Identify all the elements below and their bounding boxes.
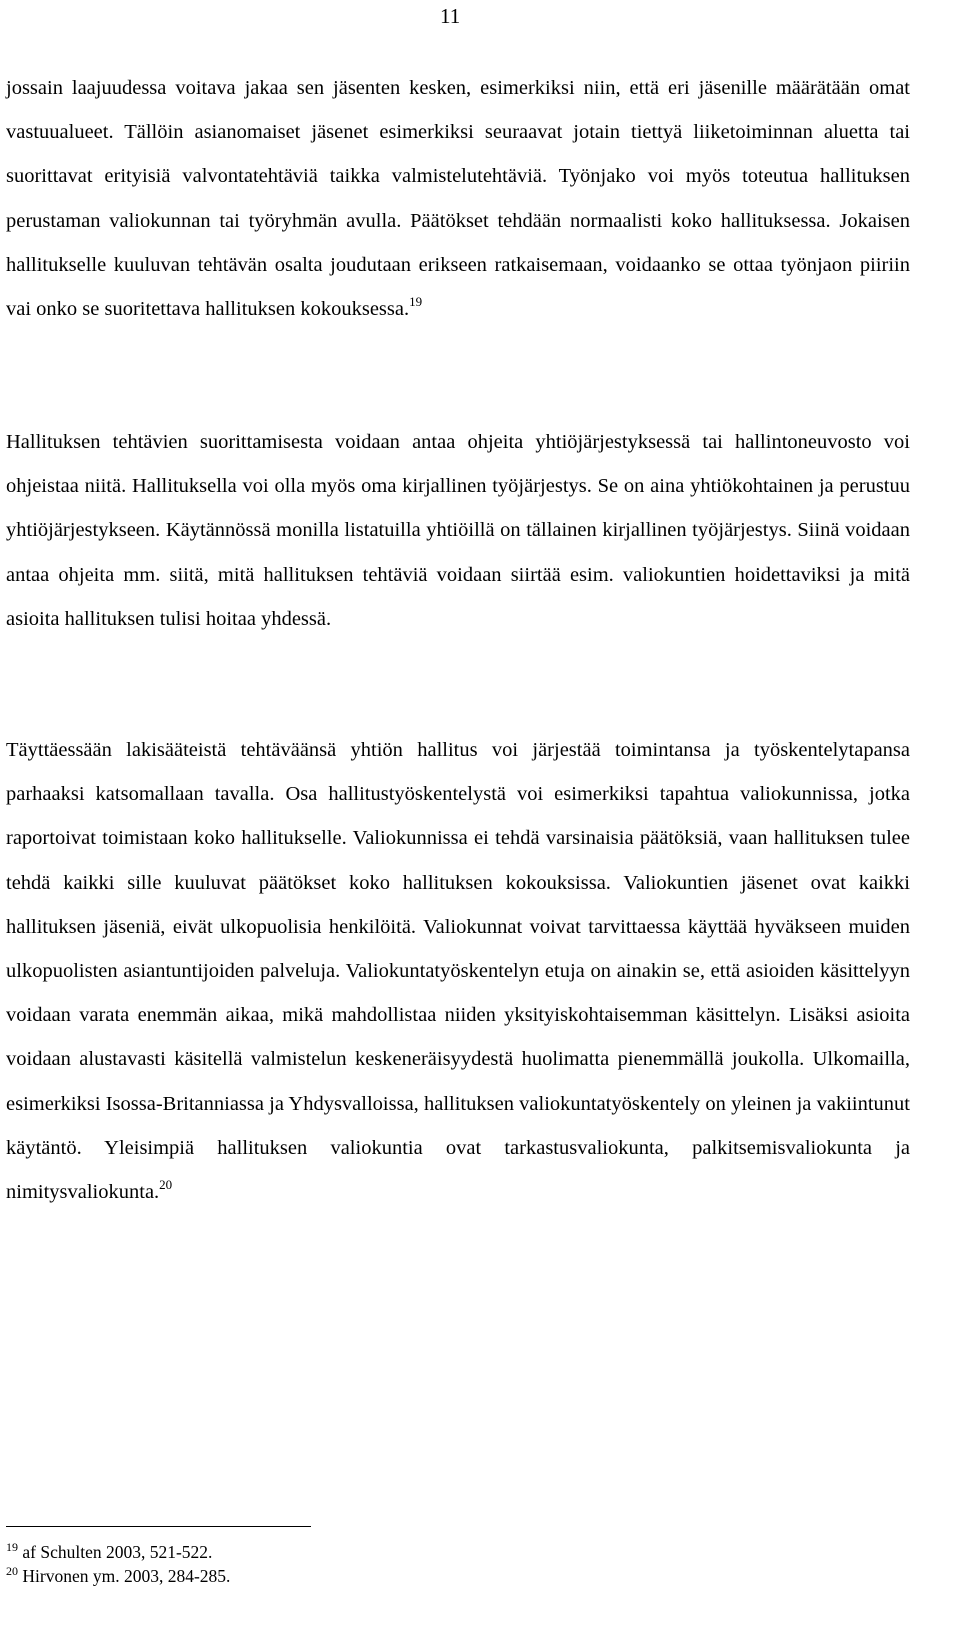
footnote-20	[6, 1564, 606, 1588]
paragraph-1-text: jossain laajuudessa voitava jakaa sen jäsenten kesken, esimerkiksi niin, että eri jäsenille määrätään omat vastuualueet. Tällöin asianomaiset jäsenet esimerkiksi seuraavat jotain tiettyä liiketoiminnan aluetta tai suorittavat erityisiä valvontatehtäviä taikka valmistelutehtäviä. Työnjako voi myös toteutua hallituksen perustaman valiokunnan tai työryhmän avulla. Päätökset tehdään normaalisti koko hallituksessa. Jokaisen hallitukselle kuuluvan tehtävän osalta joudutaan erikseen ratkaisemaan, voidaanko se ottaa työnjaon piiriin vai onko se suoritettava hallituksen kokouksessa.	[6, 77, 910, 321]
footnote-text: Hirvonen ym. 2003, 284-285.	[22, 1566, 231, 1586]
footnote-text: af Schulten 2003, 521-522.	[22, 1542, 213, 1562]
page-number: 11	[440, 4, 461, 28]
paragraph-2-text: Hallituksen tehtävien suorittamisesta voidaan antaa ohjeita yhtiöjärjestyksessä tai hallintoneuvosto voi ohjeistaa niitä. Hallituksella voi olla myös oma kirjallinen työjärjestys. Se on aina yhtiökohtainen ja perustuu yhtiöjärjestykseen. Käytännössä monilla listatuilla yhtiöillä on tällainen kirjallinen työjärjestys. Siinä voidaan antaa ohjeita mm. siitä, mitä hallituksen tehtäviä voidaan siirtää esim. valiokuntien hoidettaviksi ja mitä asioita hallituksen tulisi hoitaa yhdessä.	[6, 431, 910, 630]
footnote-ref-19: 19	[409, 294, 423, 310]
paragraph-3-text: Täyttäessään lakisääteistä tehtäväänsä yhtiön hallitus voi järjestää toimintansa ja työskentelytapansa parhaaksi katsomallaan tavalla. Osa hallitustyöskentelystä voi esimerkiksi tapahtua valiokunnissa, jotka raportoivat toimistaan koko hallitukselle. Valiokunnissa ei tehdä varsinaisia päätöksiä, vaan hallituksen tulee tehdä kaikki sille kuuluvat päätökset koko hallituksen kokouksissa. Valiokuntien jäsenet ovat kaikki hallituksen jäseniä, eivät ulkopuolisia henkilöitä. Valiokunnat voivat tarvittaessa käyttää hyväkseen muiden ulkopuolisten asiantuntijoiden palveluja. Valiokuntatyöskentelyn etuja on ainakin se, että asioiden käsittelyyn voidaan varata enemmän aikaa, mikä mahdollistaa niiden yksityiskohtaisemman käsittelyn. Lisäksi asioita voidaan alustavasti käsitellä valmistelun keskeneräisyydestä huolimatta pienemmällä joukolla. Ulkomailla, esimerkiksi Isossa-Britanniassa ja Yhdysvalloissa, hallituksen valiokuntatyöskentely on yleinen ja vakiintunut käytäntö. Yleisimpiä hallituksen valiokuntia ovat tarkastusvaliokunta, palkitsemisvaliokunta ja nimitysvaliokunta.	[6, 739, 910, 1204]
footnote-ref-20: 20	[159, 1177, 173, 1193]
paragraph-1	[6, 66, 910, 331]
paragraph-2	[6, 420, 910, 641]
paragraph-3	[6, 728, 910, 1214]
footnote-number: 19	[6, 1540, 18, 1554]
footnotes	[6, 1540, 606, 1588]
footnote-19	[6, 1540, 606, 1564]
footnote-number: 20	[6, 1564, 18, 1578]
footnote-separator	[6, 1526, 311, 1527]
